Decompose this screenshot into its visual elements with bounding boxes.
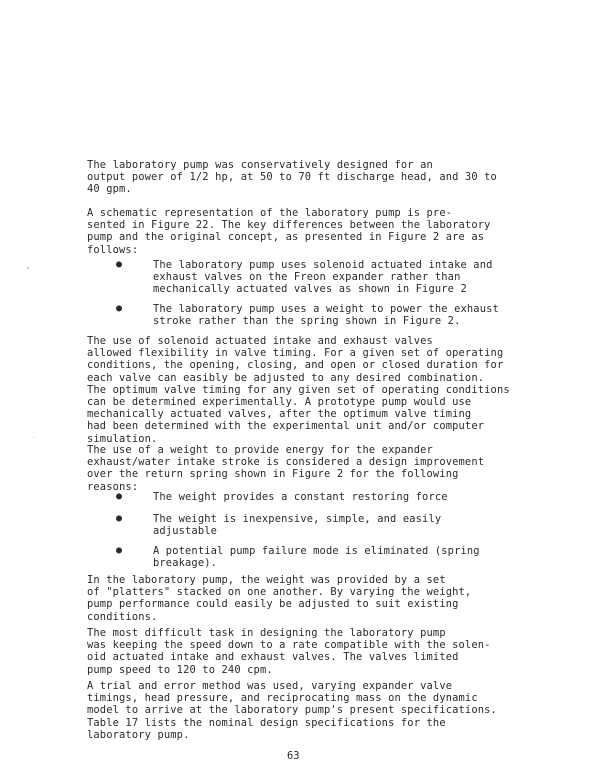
bullet-marker: ● xyxy=(116,513,123,524)
difference-item-solenoid-valves: The laboratory pump uses solenoid actuated intake and exhaust valves on the Freon expander rather than mechanically actuated valves as shown in Figure 2 xyxy=(153,259,493,296)
paragraph-design-output: The laboratory pump was conservatively designed for an output power of 1/2 hp, at 50 to 70 ft discharge head, and 30 to 40 gpm. xyxy=(87,159,497,196)
paragraph-solenoid-flexibility: The use of solenoid actuated intake and exhaust valves allowed flexibility in valve timing. For a given set of operating conditions, the opening, closing, and open or closed duration for each valve can easibly be adjusted to any desired combination. The optimum valve timing for any given set of operating conditions can be determined experimentally. A prototype pump would use mechanically actuated valves, after the optimum valve timing had been determined with the experimental unit and/or computer simulation. xyxy=(87,335,510,445)
paragraph-trial-and-error: A trial and error method was used, varying expander valve timings, head pressure, and reciprocating mass on the dynamic model to arrive at the laboratory pump's present specifications. Table 17 lists the nominal design specifications for the laboratory pump. xyxy=(87,680,497,741)
bullet-marker: ● xyxy=(116,259,123,270)
reason-item-restoring-force: The weight provides a constant restoring force xyxy=(153,491,448,503)
reason-item-inexpensive: The weight is inexpensive, simple, and easily adjustable xyxy=(153,513,442,538)
paragraph-speed-task: The most difficult task in designing the laboratory pump was keeping the speed down to a rate compatible with the solen- oid actuated intake and exhaust valves. The valves limited pump speed to 120 to 240 cpm. xyxy=(87,627,491,676)
reason-item-failure-mode: A potential pump failure mode is eliminated (spring breakage). xyxy=(153,545,480,570)
scan-speck xyxy=(27,267,29,269)
bullet-marker: ● xyxy=(116,303,123,314)
bullet-marker: ● xyxy=(116,545,123,556)
page-number: 63 xyxy=(287,750,300,762)
difference-item-weight: The laboratory pump uses a weight to power the exhaust stroke rather than the spring shown in Figure 2. xyxy=(153,303,499,328)
paragraph-weight-improvement: The use of a weight to provide energy for the expander exhaust/water intake stroke is considered a design improvement over the return spring shown in Figure 2 for the following reasons: xyxy=(87,444,485,493)
scan-speck xyxy=(33,437,34,438)
paragraph-platters: In the laboratory pump, the weight was provided by a set of "platters" stacked on one another. By varying the weight, pump performance could easily be adjusted to suit existing conditions. xyxy=(87,574,472,623)
paragraph-schematic-representation: A schematic representation of the laboratory pump is pre- sented in Figure 22. The key differences between the laboratory pump and the original concept, as presented in Figure 2 are as follows: xyxy=(87,207,491,256)
bullet-marker: ● xyxy=(116,491,123,502)
